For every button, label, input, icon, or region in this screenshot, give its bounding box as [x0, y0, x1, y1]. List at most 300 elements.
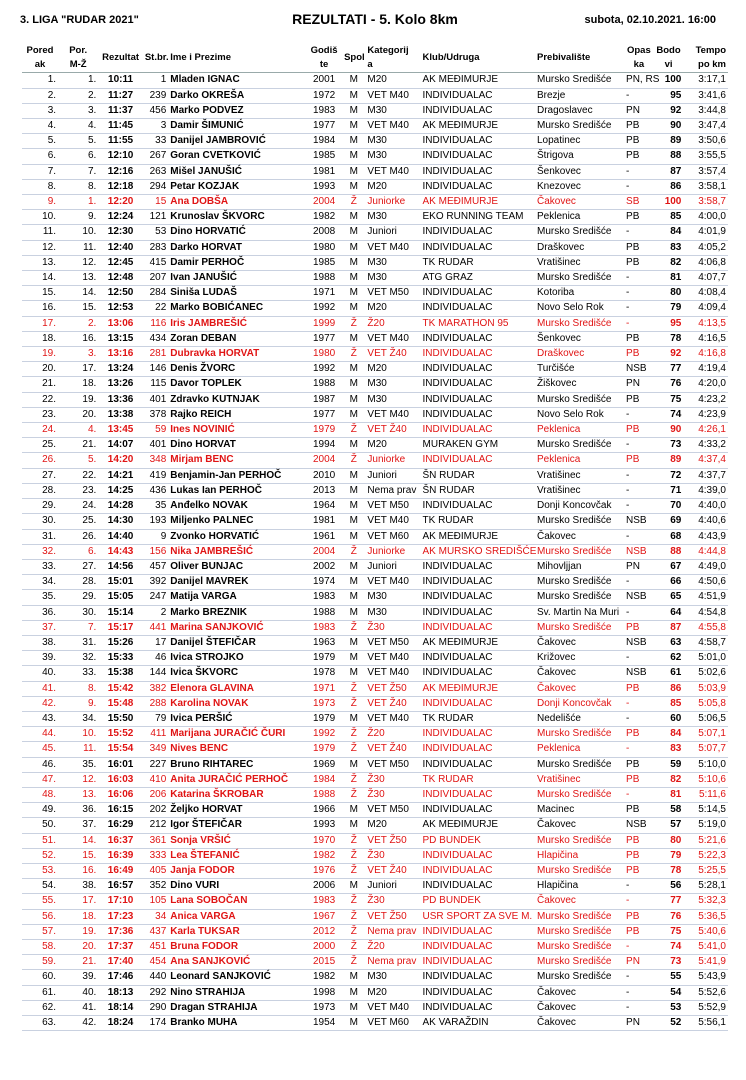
cell-por-mz: 15.: [82, 302, 97, 314]
cell-st-br: 3: [160, 120, 167, 132]
cell-poredak: 54.: [42, 880, 57, 892]
cell-por-mz: 4.: [87, 120, 97, 132]
cell-prebivaliste: Novo Selo Rok: [537, 408, 604, 420]
cell-poredak: 43.: [42, 712, 57, 724]
cell-prebivaliste: Hlapičina: [537, 880, 579, 892]
cell-rezultat: 14:43: [107, 545, 134, 557]
cell-st-br: 457: [149, 560, 167, 572]
cell-opaska: -: [626, 712, 630, 724]
cell-klub: INDIVIDUALAC: [422, 454, 493, 466]
cell-prebivaliste: Križovec: [537, 652, 576, 664]
cell-godiste: 1993: [312, 819, 336, 831]
cell-opaska: PB: [626, 454, 640, 466]
cell-ime: Denis ŽVORC: [170, 363, 236, 375]
cell-opaska: SB: [626, 196, 640, 208]
cell-klub: INDIVIDUALAC: [422, 241, 493, 253]
cell-godiste: 1993: [312, 180, 336, 192]
cell-rezultat: 11:45: [108, 120, 134, 132]
cell-spol: M: [349, 256, 358, 268]
cell-prebivaliste: Čakovec: [537, 196, 576, 208]
cell-prebivaliste: Šenkovec: [537, 165, 581, 177]
cell-st-br: 144: [149, 667, 167, 679]
cell-poredak: 55.: [42, 895, 57, 907]
cell-st-br: 15: [155, 196, 167, 208]
cell-spol: Ž: [350, 621, 357, 633]
cell-st-br: 348: [149, 454, 167, 466]
cell-prebivaliste: Mursko Središće: [537, 120, 612, 132]
cell-rezultat: 14:07: [107, 439, 134, 451]
cell-por-mz: 12.: [82, 256, 97, 268]
cell-rezultat: 14:30: [107, 515, 134, 527]
cell-poredak: 39.: [42, 652, 57, 664]
cell-kategorija: Ž30: [367, 895, 385, 907]
cell-spol: M: [349, 287, 358, 299]
cell-spol: M: [349, 652, 358, 664]
cell-klub: ATG GRAZ: [422, 272, 473, 284]
cell-klub: INDIVIDUALAC: [422, 226, 493, 238]
cell-st-br: 401: [149, 439, 167, 451]
table-row: [22, 575, 728, 590]
cell-ime: Igor ŠTEFIČAR: [170, 819, 242, 831]
cell-godiste: 1964: [312, 500, 336, 512]
cell-tempo: 4:05,2: [698, 241, 726, 253]
cell-opaska: -: [626, 530, 630, 542]
cell-klub: AK MEĐIMURJE: [422, 530, 499, 542]
cell-spol: Ž: [350, 196, 357, 208]
cell-godiste: 2010: [312, 469, 336, 481]
cell-godiste: 2001: [312, 74, 336, 86]
cell-opaska: NSB: [626, 591, 647, 603]
cell-por-mz: 12.: [82, 773, 97, 785]
cell-tempo: 4:54,8: [698, 606, 726, 618]
cell-prebivaliste: Mursko Središće: [537, 758, 612, 770]
cell-klub: INDIVIDUALAC: [422, 560, 493, 572]
table-row: [22, 651, 728, 666]
cell-prebivaliste: Novo Selo Rok: [537, 302, 604, 314]
cell-poredak: 10.: [42, 211, 57, 223]
cell-tempo: 5:14,5: [698, 804, 726, 816]
cell-godiste: 1983: [312, 104, 336, 116]
table-row: [22, 438, 728, 453]
cell-kategorija: Ž30: [367, 621, 385, 633]
cell-spol: Ž: [350, 454, 357, 466]
cell-tempo: 3:44,8: [698, 104, 726, 116]
cell-opaska: PB: [626, 682, 640, 694]
cell-bodovi: 70: [670, 500, 682, 512]
cell-tempo: 4:19,4: [698, 363, 726, 375]
cell-bodovi: 77: [670, 363, 682, 375]
table-row: [22, 620, 728, 635]
cell-por-mz: 37.: [82, 819, 97, 831]
cell-ime: Darko OKREŠA: [170, 89, 245, 101]
cell-tempo: 5:01,0: [698, 652, 726, 664]
table-row: [22, 119, 728, 134]
cell-rezultat: 16:01: [107, 758, 134, 770]
cell-klub: INDIVIDUALAC: [422, 788, 493, 800]
cell-tempo: 5:43,9: [698, 971, 726, 983]
table-row: [22, 88, 728, 103]
cell-bodovi: 78: [670, 332, 682, 344]
cell-klub: INDIVIDUALAC: [422, 165, 493, 177]
cell-por-mz: 10.: [82, 226, 97, 238]
cell-opaska: PN: [626, 104, 640, 116]
cell-kategorija: M30: [367, 591, 387, 603]
cell-por-mz: 1.: [87, 196, 97, 208]
cell-st-br: 247: [149, 591, 167, 603]
cell-godiste: 1974: [312, 576, 336, 588]
cell-poredak: 57.: [42, 925, 57, 937]
cell-kategorija: M30: [367, 211, 387, 223]
cell-prebivaliste: Čakovec: [537, 895, 576, 907]
cell-poredak: 29.: [42, 500, 57, 512]
cell-poredak: 22.: [42, 393, 57, 405]
cell-tempo: 3:47,4: [698, 120, 726, 132]
cell-spol: M: [349, 971, 358, 983]
cell-por-mz: 9.: [87, 211, 97, 223]
col-st-br: St.br.: [143, 44, 168, 73]
cell-por-mz: 3.: [87, 104, 97, 116]
cell-prebivaliste: Mihovljjan: [537, 560, 582, 572]
cell-tempo: 4:49,0: [698, 560, 726, 572]
cell-por-mz: 6.: [87, 545, 97, 557]
cell-godiste: 1984: [312, 773, 336, 785]
cell-bodovi: 73: [670, 439, 682, 451]
cell-kategorija: Ž20: [367, 940, 385, 952]
cell-poredak: 44.: [42, 728, 57, 740]
cell-kategorija: VET M40: [367, 515, 409, 527]
cell-klub: TK RUDAR: [422, 515, 474, 527]
cell-godiste: 1999: [312, 317, 336, 329]
cell-poredak: 8.: [47, 180, 57, 192]
cell-opaska: PB: [626, 393, 640, 405]
cell-bodovi: 64: [670, 606, 682, 618]
cell-kategorija: VET M50: [367, 636, 409, 648]
cell-bodovi: 100: [664, 196, 682, 208]
page-header: [0, 0, 746, 40]
cell-bodovi: 87: [670, 165, 682, 177]
cell-kategorija: VET Ž40: [367, 348, 407, 360]
cell-prebivaliste: Mursko Središće: [537, 971, 612, 983]
cell-ime: Marko PODVEZ: [170, 104, 244, 116]
cell-kategorija: VET M40: [367, 332, 409, 344]
cell-klub: TK RUDAR: [422, 773, 474, 785]
cell-ime: Marko BOBIĆANEC: [170, 302, 264, 314]
cell-bodovi: 88: [670, 545, 682, 557]
table-row: [22, 377, 728, 392]
cell-spol: Ž: [350, 895, 357, 907]
cell-spol: M: [349, 986, 358, 998]
cell-ime: Mladen IGNAC: [170, 74, 240, 86]
cell-rezultat: 12:16: [107, 165, 134, 177]
cell-poredak: 9.: [47, 196, 57, 208]
cell-prebivaliste: Mursko Središće: [537, 515, 612, 527]
cell-prebivaliste: Mursko Središće: [537, 545, 612, 557]
cell-por-mz: 26.: [82, 530, 97, 542]
cell-por-mz: 5.: [87, 135, 97, 147]
col-opaska: Opas ka: [624, 44, 654, 73]
cell-rezultat: 17:23: [107, 910, 134, 922]
cell-por-mz: 4.: [87, 424, 97, 436]
table-row: [22, 407, 728, 422]
cell-spol: M: [349, 469, 358, 481]
cell-prebivaliste: Mursko Središće: [537, 956, 612, 968]
cell-opaska: PB: [626, 834, 640, 846]
cell-por-mz: 14.: [82, 834, 97, 846]
cell-spol: M: [349, 530, 358, 542]
cell-bodovi: 80: [670, 287, 682, 299]
cell-rezultat: 12:40: [107, 241, 134, 253]
cell-por-mz: 16.: [82, 864, 97, 876]
cell-tempo: 4:55,8: [698, 621, 726, 633]
cell-bodovi: 95: [670, 317, 682, 329]
cell-st-br: 290: [149, 1001, 167, 1013]
cell-godiste: 2006: [312, 880, 336, 892]
cell-tempo: 5:36,5: [698, 910, 726, 922]
cell-ime: Nika JAMBREŠIĆ: [170, 545, 254, 557]
cell-ime: Nino STRAHIJA: [170, 986, 246, 998]
cell-tempo: 5:40,6: [698, 925, 726, 937]
cell-bodovi: 84: [670, 728, 682, 740]
cell-poredak: 2.: [47, 89, 57, 101]
cell-spol: Ž: [350, 728, 357, 740]
cell-spol: M: [349, 484, 358, 496]
cell-kategorija: VET M40: [367, 165, 409, 177]
cell-rezultat: 15:17: [107, 621, 134, 633]
cell-st-br: 454: [149, 956, 167, 968]
cell-tempo: 4:43,9: [698, 530, 726, 542]
cell-godiste: 1979: [312, 652, 336, 664]
cell-spol: M: [349, 606, 358, 618]
cell-bodovi: 81: [670, 272, 682, 284]
cell-poredak: 27.: [42, 469, 57, 481]
cell-prebivaliste: Mursko Središće: [537, 226, 612, 238]
cell-ime: Lukas Ian PERHOČ: [170, 484, 262, 496]
cell-prebivaliste: Turčišće: [537, 363, 575, 375]
table-row: [22, 195, 728, 210]
cell-spol: M: [349, 150, 358, 162]
cell-kategorija: Juniorke: [367, 545, 406, 557]
cell-godiste: 2012: [312, 925, 336, 937]
cell-por-mz: 2.: [87, 317, 97, 329]
cell-tempo: 5:02,6: [698, 667, 726, 679]
cell-prebivaliste: Draškovec: [537, 241, 585, 253]
cell-kategorija: VET M40: [367, 652, 409, 664]
cell-bodovi: 88: [670, 150, 682, 162]
cell-rezultat: 16:37: [107, 834, 134, 846]
cell-klub: INDIVIDUALAC: [422, 864, 493, 876]
cell-rezultat: 17:36: [107, 925, 134, 937]
table-row: [22, 316, 728, 331]
cell-por-mz: 24.: [82, 500, 97, 512]
cell-godiste: 2004: [312, 545, 336, 557]
cell-prebivaliste: Sv. Martin Na Muri: [537, 606, 620, 618]
cell-bodovi: 53: [670, 1001, 682, 1013]
table-row: [22, 134, 728, 149]
table-row: [22, 696, 728, 711]
cell-kategorija: VET Ž40: [367, 424, 407, 436]
cell-prebivaliste: Dragoslavec: [537, 104, 593, 116]
cell-spol: M: [349, 89, 358, 101]
cell-kategorija: Ž30: [367, 788, 385, 800]
cell-bodovi: 86: [670, 180, 682, 192]
cell-klub: INDIVIDUALAC: [422, 180, 493, 192]
cell-tempo: 3:58,7: [698, 196, 726, 208]
cell-rezultat: 13:38: [107, 408, 134, 420]
cell-bodovi: 61: [670, 667, 682, 679]
cell-opaska: -: [626, 895, 630, 907]
table-row: [22, 544, 728, 559]
cell-poredak: 16.: [42, 302, 57, 314]
cell-spol: M: [349, 74, 358, 86]
cell-kategorija: VET Ž40: [367, 743, 407, 755]
cell-poredak: 23.: [42, 408, 57, 420]
cell-bodovi: 66: [670, 576, 682, 588]
cell-godiste: 1982: [312, 971, 336, 983]
cell-ime: Siniša LUDAŠ: [170, 287, 237, 299]
cell-por-mz: 6.: [87, 150, 97, 162]
cell-opaska: PB: [626, 758, 640, 770]
cell-por-mz: 11.: [83, 743, 97, 755]
cell-opaska: -: [626, 880, 630, 892]
cell-opaska: -: [626, 606, 630, 618]
cell-kategorija: Juniorke: [367, 454, 406, 466]
cell-opaska: PB: [626, 728, 640, 740]
cell-klub: INDIVIDUALAC: [422, 986, 493, 998]
cell-kategorija: VET M40: [367, 576, 409, 588]
cell-opaska: -: [626, 697, 630, 709]
cell-poredak: 4.: [47, 120, 57, 132]
cell-kategorija: VET M40: [367, 89, 409, 101]
cell-godiste: 1984: [312, 135, 336, 147]
cell-por-mz: 34.: [82, 712, 97, 724]
cell-kategorija: M20: [367, 180, 387, 192]
col-kategorija: Kategorij a: [365, 44, 420, 73]
cell-klub: PD BUNDEK: [422, 895, 481, 907]
cell-ime: Mirjam BENC: [170, 454, 234, 466]
cell-poredak: 11.: [42, 226, 57, 238]
cell-rezultat: 15:50: [107, 712, 134, 724]
cell-rezultat: 13:45: [107, 424, 134, 436]
cell-tempo: 5:52,6: [698, 986, 726, 998]
cell-klub: INDIVIDUALAC: [422, 728, 493, 740]
cell-kategorija: M30: [367, 378, 387, 390]
cell-st-br: 392: [149, 576, 167, 588]
cell-poredak: 17.: [42, 317, 57, 329]
cell-spol: M: [349, 272, 358, 284]
cell-opaska: -: [626, 439, 630, 451]
cell-godiste: 1976: [312, 864, 336, 876]
cell-rezultat: 18:14: [107, 1001, 134, 1013]
col-rezultat: Rezultat: [98, 44, 143, 73]
cell-spol: Ž: [350, 788, 357, 800]
cell-opaska: PB: [626, 256, 640, 268]
col-poredak: Pored ak: [22, 44, 58, 73]
cell-poredak: 46.: [42, 758, 57, 770]
cell-klub: AK MEĐIMURJE: [422, 196, 499, 208]
cell-tempo: 5:07,7: [698, 743, 726, 755]
cell-tempo: 3:58,1: [698, 180, 726, 192]
cell-bodovi: 68: [670, 530, 682, 542]
cell-poredak: 49.: [42, 804, 57, 816]
cell-klub: INDIVIDUALAC: [422, 332, 493, 344]
col-bodovi: Bodo vi: [654, 44, 684, 73]
cell-tempo: 4:37,7: [698, 469, 726, 481]
cell-por-mz: 14.: [82, 287, 97, 299]
cell-por-mz: 21.: [82, 956, 97, 968]
cell-godiste: 1971: [312, 682, 336, 694]
cell-opaska: -: [626, 317, 630, 329]
cell-opaska: PB: [626, 241, 640, 253]
cell-bodovi: 57: [670, 819, 682, 831]
cell-opaska: -: [626, 180, 630, 192]
cell-st-br: 156: [149, 545, 167, 557]
cell-godiste: 2004: [312, 454, 336, 466]
table-row: [22, 225, 728, 240]
cell-poredak: 50.: [42, 819, 57, 831]
cell-opaska: PN: [626, 378, 640, 390]
cell-tempo: 5:52,9: [698, 1001, 726, 1013]
cell-poredak: 14.: [42, 272, 57, 284]
cell-st-br: 415: [149, 256, 167, 268]
cell-ime: Petar KOZJAK: [170, 180, 240, 192]
table-row: [22, 73, 728, 88]
cell-prebivaliste: Mursko Središće: [537, 728, 612, 740]
cell-godiste: 1977: [312, 408, 336, 420]
cell-kategorija: VET M40: [367, 667, 409, 679]
table-row: [22, 803, 728, 818]
cell-klub: INDIVIDUALAC: [422, 104, 493, 116]
cell-opaska: -: [626, 1001, 630, 1013]
cell-spol: M: [349, 819, 358, 831]
cell-tempo: 5:19,0: [698, 819, 726, 831]
cell-st-br: 115: [150, 378, 167, 390]
cell-st-br: 263: [149, 165, 167, 177]
table-row: [22, 362, 728, 377]
cell-poredak: 51.: [42, 834, 57, 846]
cell-poredak: 60.: [42, 971, 57, 983]
cell-opaska: PB: [626, 424, 640, 436]
cell-rezultat: 12:20: [107, 196, 134, 208]
cell-klub: INDIVIDUALAC: [422, 89, 493, 101]
cell-por-mz: 30.: [82, 606, 97, 618]
table-row: [22, 939, 728, 954]
table-row: [22, 301, 728, 316]
cell-rezultat: 12:24: [107, 211, 134, 223]
cell-godiste: 1982: [312, 211, 336, 223]
cell-klub: INDIVIDUALAC: [422, 424, 493, 436]
cell-bodovi: 74: [670, 408, 682, 420]
cell-opaska: NSB: [626, 363, 647, 375]
cell-poredak: 40.: [42, 667, 57, 679]
cell-rezultat: 12:10: [107, 150, 134, 162]
cell-bodovi: 95: [670, 89, 682, 101]
cell-por-mz: 41.: [82, 1001, 97, 1013]
table-row: [22, 240, 728, 255]
cell-godiste: 1983: [312, 621, 336, 633]
cell-st-br: 281: [149, 348, 167, 360]
cell-tempo: 4:13,5: [698, 317, 726, 329]
cell-ime: Oliver BUNJAC: [170, 560, 244, 572]
cell-bodovi: 85: [670, 211, 682, 223]
cell-prebivaliste: Čakovec: [537, 682, 576, 694]
cell-bodovi: 92: [670, 104, 682, 116]
cell-ime: Ana SANJKOVIĆ: [170, 956, 251, 968]
cell-klub: INDIVIDUALAC: [422, 378, 493, 390]
cell-prebivaliste: Čakovec: [537, 636, 576, 648]
cell-st-br: 456: [149, 104, 167, 116]
cell-st-br: 440: [149, 971, 167, 983]
cell-rezultat: 13:15: [107, 332, 134, 344]
